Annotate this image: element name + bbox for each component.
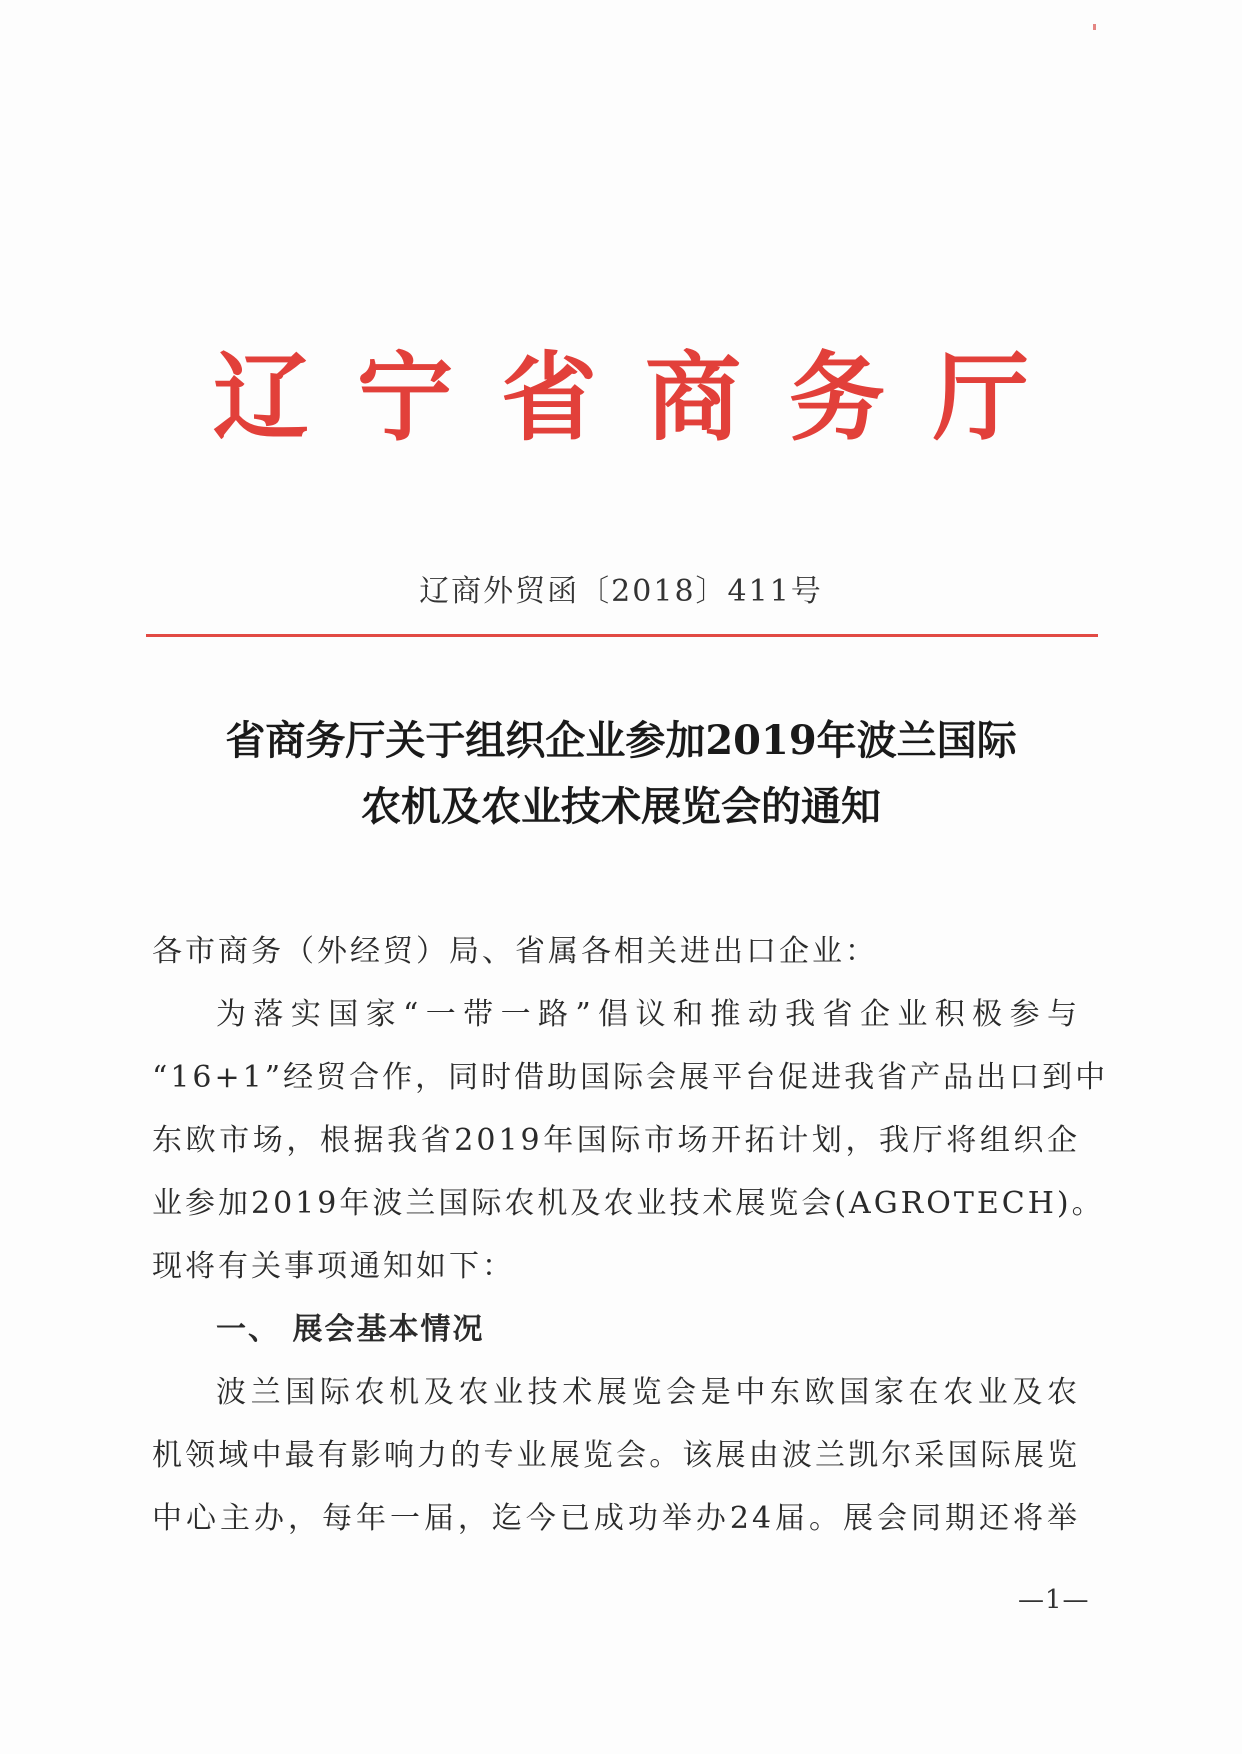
page-number: —1—: [1018, 1585, 1090, 1615]
paragraph-2-line-2: 机领域中最有影响力的专业展览会。该展由波兰凯尔采国际展览: [152, 1438, 1080, 1473]
title-line-1: 省商务厅关于组织企业参加2019年波兰国际: [225, 717, 1017, 764]
letterhead-divider: [146, 634, 1098, 637]
paragraph-1-line-1: 为落实国家“一带一路”倡议和推动我省企业积极参与: [216, 997, 1080, 1032]
salutation: 各市商务（外经贸）局、省属各相关进出口企业：: [152, 934, 878, 969]
document-title: [140, 708, 1102, 840]
scan-mark: [1093, 24, 1096, 30]
document-body: [152, 920, 1109, 1550]
paragraph-2-line-3: 中心主办，每年一届，迄今已成功举办24届。展会同期还将举: [152, 1501, 1080, 1536]
agency-letterhead: 辽宁省商务厅: [213, 341, 1077, 454]
document-number: 辽商外贸函〔2018〕411号: [419, 574, 823, 609]
paragraph-1-line-5: 现将有关事项通知如下：: [152, 1249, 515, 1284]
section-1-heading: 一、 展会基本情况: [216, 1312, 485, 1347]
paragraph-1-line-4: 业参加2019年波兰国际农机及农业技术展览会(AGROTECH)。: [152, 1186, 1105, 1221]
paragraph-2-line-1: 波兰国际农机及农业技术展览会是中东欧国家在农业及农: [216, 1375, 1080, 1410]
paragraph-1-line-3: 东欧市场，根据我省2019年国际市场开拓计划，我厅将组织企: [152, 1123, 1080, 1158]
title-line-2: 农机及农业技术展览会的通知: [361, 783, 881, 830]
paragraph-1-line-2: “16+1”经贸合作，同时借助国际会展平台促进我省产品出口到中: [152, 1060, 1109, 1095]
